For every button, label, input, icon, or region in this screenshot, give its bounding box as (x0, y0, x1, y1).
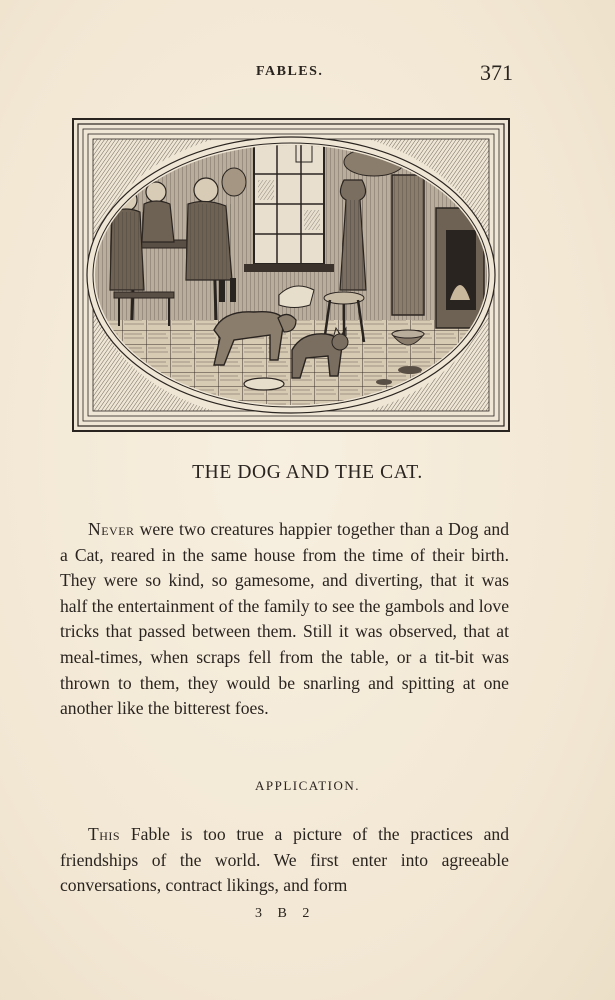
application-heading: APPLICATION. (254, 778, 361, 793)
running-head-title: FABLES. (256, 64, 324, 79)
fable-body: were two creatures happier together than a Dog and a Cat, reared in the same house from the time of their birth. They were so kind, so gamesome, and diverting, that it was half the entertainment of the family to see the gambols and love tricks that passed between them. Still it was observed, that at meal-times, when scraps fell from the table, or a tit-bit was thrown to them, they would be snarling and spitting at one another like the bitterest foes. (60, 519, 509, 719)
woodcut-engraving-svg (74, 120, 508, 430)
application-text (60, 822, 509, 899)
application-paragraph (60, 822, 509, 899)
application-body: Fable is too true a picture of the practices and friendships of the world. We first enter into agreeable conversations, contract likings, and form (60, 824, 509, 896)
running-head (0, 60, 615, 90)
application-lead-word: This (88, 824, 121, 844)
signature-mark: 3 B 2 (255, 906, 316, 921)
fable-title: THE DOG AND THE CAT. (192, 462, 423, 483)
woodcut-illustration (72, 118, 510, 432)
fable-lead-word: Never (88, 519, 135, 539)
fable-text (60, 517, 509, 722)
page-number: 371 (480, 60, 513, 85)
fable-paragraph (60, 517, 509, 722)
